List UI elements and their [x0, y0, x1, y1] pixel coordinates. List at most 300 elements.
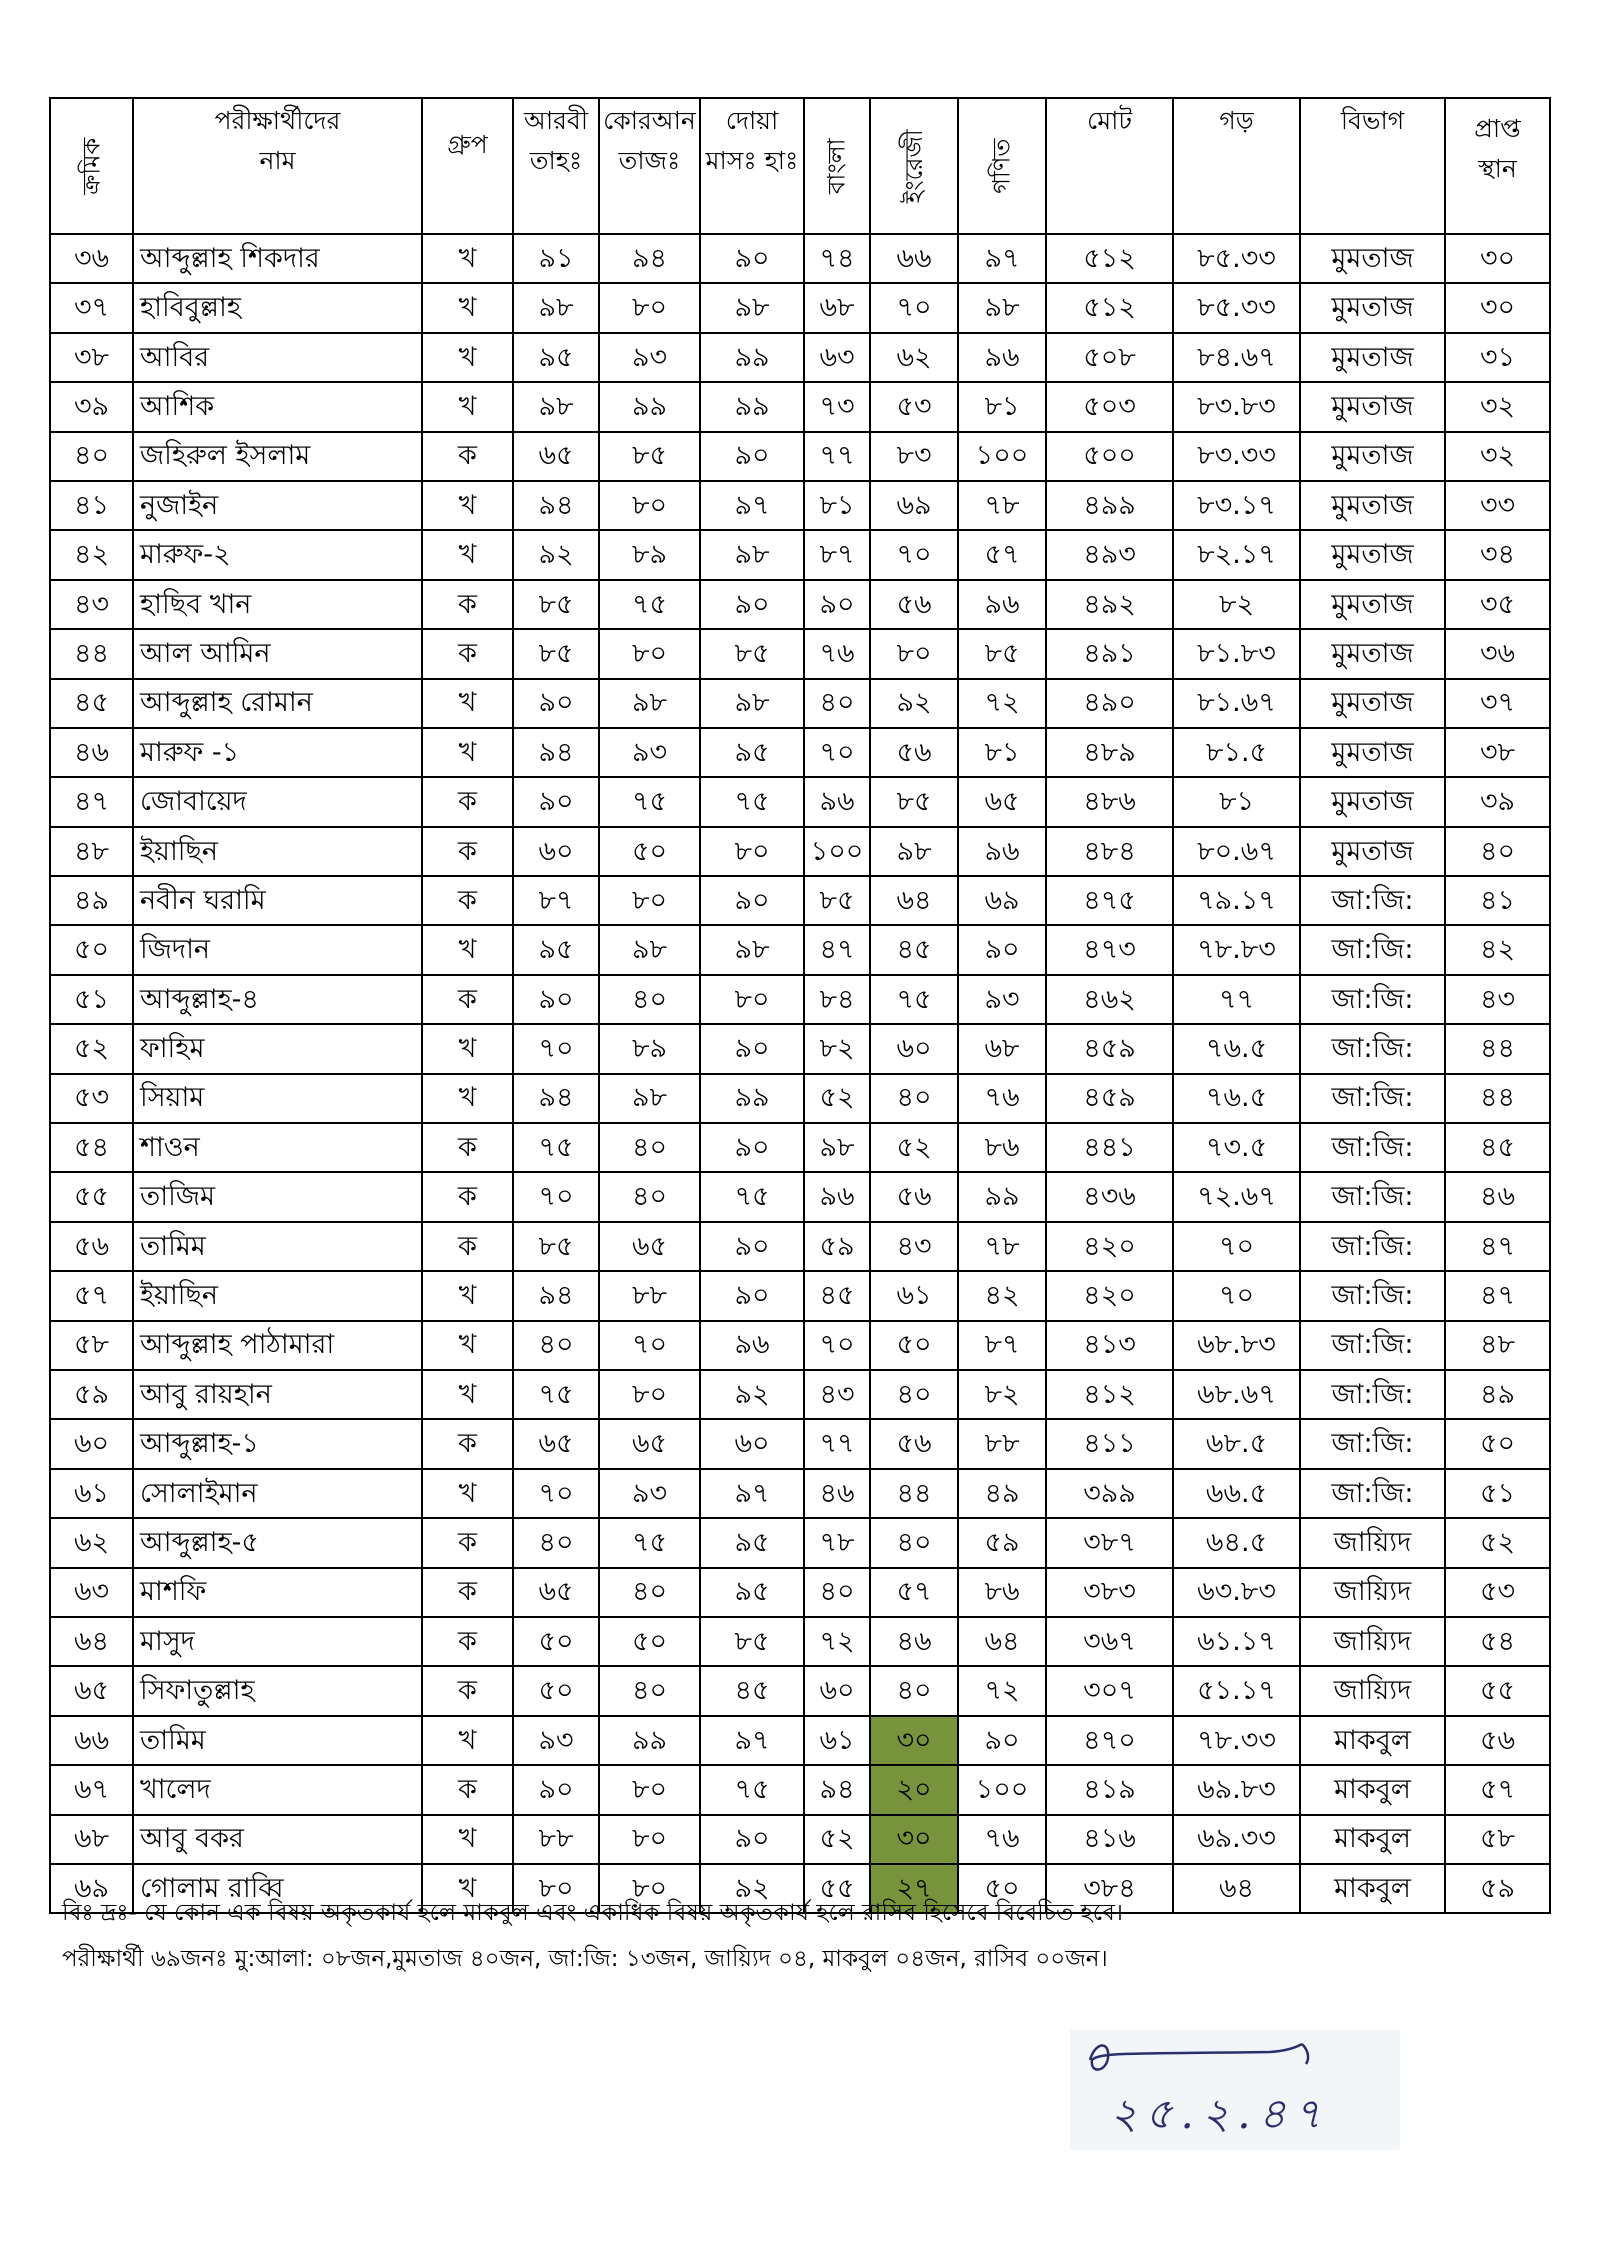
cell-average: ৮৩.১৭	[1173, 481, 1300, 530]
cell-group: ক	[422, 1172, 513, 1221]
cell-position: ৫০	[1445, 1419, 1550, 1468]
cell-position: ৩৬	[1445, 629, 1550, 678]
cell-group: ক	[422, 1568, 513, 1617]
table-row	[50, 629, 1550, 678]
cell-arabi: ৯৪	[513, 1271, 599, 1320]
cell-division: মুমতাজ	[1300, 382, 1445, 431]
cell-bangla: ৭০	[804, 1321, 870, 1370]
cell-bangla: ৭২	[804, 1617, 870, 1666]
cell-bangla: ৪৭	[804, 925, 870, 974]
cell-quran: ৪০	[599, 1666, 700, 1715]
cell-group: ক	[422, 1666, 513, 1715]
cell-group: ক	[422, 876, 513, 925]
cell-english: ৬২	[870, 333, 958, 382]
table-row	[50, 432, 1550, 481]
cell-position: ৩৭	[1445, 679, 1550, 728]
cell-serial: ৪৬	[50, 728, 133, 777]
cell-division: মুমতাজ	[1300, 827, 1445, 876]
cell-math: ৭৬	[958, 1074, 1046, 1123]
cell-position: ৩০	[1445, 234, 1550, 283]
cell-total: ৪১৯	[1046, 1765, 1173, 1814]
cell-english: ২০	[870, 1765, 958, 1814]
cell-math: ৭৬	[958, 1815, 1046, 1864]
cell-bangla: ৮৪	[804, 975, 870, 1024]
header-group: গ্রুপ	[422, 98, 513, 234]
cell-bangla: ৭৩	[804, 382, 870, 431]
cell-math: ৯৯	[958, 1172, 1046, 1221]
cell-position: ৫৪	[1445, 1617, 1550, 1666]
header-division: বিভাগ	[1300, 98, 1445, 234]
cell-arabi: ৯১	[513, 234, 599, 283]
cell-bangla: ৬৩	[804, 333, 870, 382]
cell-total: ৪৫৯	[1046, 1024, 1173, 1073]
cell-division: জা:জি:	[1300, 1074, 1445, 1123]
cell-doa: ৬০	[700, 1419, 804, 1468]
cell-total: ৩৬৭	[1046, 1617, 1173, 1666]
cell-serial: ৩৬	[50, 234, 133, 283]
cell-doa: ৯০	[700, 1123, 804, 1172]
cell-serial: ৫৫	[50, 1172, 133, 1221]
cell-arabi: ৬৫	[513, 1568, 599, 1617]
cell-group: ক	[422, 1518, 513, 1567]
table-row	[50, 1765, 1550, 1814]
cell-english: ৪৬	[870, 1617, 958, 1666]
cell-group: ক	[422, 975, 513, 1024]
cell-quran: ৬৫	[599, 1419, 700, 1468]
cell-division: জা:জি:	[1300, 1123, 1445, 1172]
cell-doa: ৯৯	[700, 382, 804, 431]
cell-doa: ৯৭	[700, 1716, 804, 1765]
cell-serial: ৩৮	[50, 333, 133, 382]
cell-doa: ৯৮	[700, 530, 804, 579]
cell-bangla: ৪০	[804, 1568, 870, 1617]
cell-serial: ৫৪	[50, 1123, 133, 1172]
cell-name: নুজাইন	[133, 481, 422, 530]
cell-bangla: ৯৪	[804, 1765, 870, 1814]
cell-bangla: ৬১	[804, 1716, 870, 1765]
cell-name: আব্দুল্লাহ শিকদার	[133, 234, 422, 283]
cell-math: ৫০	[958, 1864, 1046, 1913]
cell-total: ৩৮৪	[1046, 1864, 1173, 1913]
cell-total: ৪৭৫	[1046, 876, 1173, 925]
cell-english: ৪৩	[870, 1222, 958, 1271]
cell-average: ৬৪	[1173, 1864, 1300, 1913]
cell-name: আব্দুল্লাহ পাঠামারা	[133, 1321, 422, 1370]
table-row	[50, 1370, 1550, 1419]
cell-division: জা:জি:	[1300, 975, 1445, 1024]
cell-arabi: ৮৫	[513, 1222, 599, 1271]
cell-bangla: ৭৬	[804, 629, 870, 678]
cell-math: ৫৯	[958, 1518, 1046, 1567]
cell-arabi: ৫০	[513, 1666, 599, 1715]
table-row	[50, 1815, 1550, 1864]
cell-quran: ৮০	[599, 876, 700, 925]
cell-average: ৭৬.৫	[1173, 1024, 1300, 1073]
cell-quran: ৯৩	[599, 728, 700, 777]
cell-group: ক	[422, 1123, 513, 1172]
table-row	[50, 925, 1550, 974]
table-row	[50, 1123, 1550, 1172]
cell-group: খ	[422, 1864, 513, 1913]
cell-bangla: ৮১	[804, 481, 870, 530]
cell-name: সিফাতুল্লাহ	[133, 1666, 422, 1715]
cell-average: ৮৩.৩৩	[1173, 432, 1300, 481]
cell-name: তামিম	[133, 1222, 422, 1271]
cell-bangla: ৯৮	[804, 1123, 870, 1172]
cell-name: হাছিব খান	[133, 580, 422, 629]
cell-total: ৪৭৩	[1046, 925, 1173, 974]
cell-arabi: ৯৮	[513, 283, 599, 332]
cell-total: ৪৮৬	[1046, 777, 1173, 826]
cell-doa: ৯২	[700, 1864, 804, 1913]
cell-name: আবু বকর	[133, 1815, 422, 1864]
cell-quran: ৭৫	[599, 1518, 700, 1567]
cell-serial: ৪৭	[50, 777, 133, 826]
cell-doa: ৮০	[700, 975, 804, 1024]
cell-group: ক	[422, 580, 513, 629]
cell-group: ক	[422, 432, 513, 481]
table-row	[50, 481, 1550, 530]
cell-arabi: ৫০	[513, 1617, 599, 1666]
cell-serial: ৫০	[50, 925, 133, 974]
cell-average: ৬৮.৮৩	[1173, 1321, 1300, 1370]
cell-serial: ৩৯	[50, 382, 133, 431]
cell-math: ৮৮	[958, 1419, 1046, 1468]
cell-average: ৭৮.৩৩	[1173, 1716, 1300, 1765]
cell-name: আব্দুল্লাহ-৪	[133, 975, 422, 1024]
cell-serial: ৫১	[50, 975, 133, 1024]
cell-group: খ	[422, 1716, 513, 1765]
table-row	[50, 333, 1550, 382]
cell-quran: ৪০	[599, 1568, 700, 1617]
cell-group: খ	[422, 1370, 513, 1419]
cell-position: ৫৫	[1445, 1666, 1550, 1715]
table-row	[50, 679, 1550, 728]
cell-division: মুমতাজ	[1300, 333, 1445, 382]
cell-arabi: ৪০	[513, 1518, 599, 1567]
cell-average: ৬৯.৮৩	[1173, 1765, 1300, 1814]
cell-total: ৫০৩	[1046, 382, 1173, 431]
cell-bangla: ৮২	[804, 1024, 870, 1073]
cell-quran: ৭০	[599, 1321, 700, 1370]
cell-math: ৫৭	[958, 530, 1046, 579]
cell-math: ৮১	[958, 382, 1046, 431]
table-row	[50, 777, 1550, 826]
cell-doa: ৯৬	[700, 1321, 804, 1370]
cell-division: জা:জি:	[1300, 876, 1445, 925]
cell-math: ৯০	[958, 1716, 1046, 1765]
cell-average: ৮১.৫	[1173, 728, 1300, 777]
table-row	[50, 1172, 1550, 1221]
cell-arabi: ৭৫	[513, 1370, 599, 1419]
cell-total: ৫১২	[1046, 283, 1173, 332]
cell-division: জা:জি:	[1300, 925, 1445, 974]
cell-serial: ৪৪	[50, 629, 133, 678]
cell-division: মুমতাজ	[1300, 728, 1445, 777]
cell-position: ৪৭	[1445, 1222, 1550, 1271]
cell-math: ৭৮	[958, 481, 1046, 530]
cell-math: ৭২	[958, 1666, 1046, 1715]
cell-average: ৮২	[1173, 580, 1300, 629]
cell-total: ৪১২	[1046, 1370, 1173, 1419]
cell-arabi: ৯৪	[513, 728, 599, 777]
cell-doa: ৯৮	[700, 679, 804, 728]
cell-group: খ	[422, 1074, 513, 1123]
cell-arabi: ৯০	[513, 975, 599, 1024]
cell-serial: ৬৫	[50, 1666, 133, 1715]
cell-serial: ৪৫	[50, 679, 133, 728]
cell-position: ৪৯	[1445, 1370, 1550, 1419]
cell-doa: ৯০	[700, 1271, 804, 1320]
cell-arabi: ৭০	[513, 1024, 599, 1073]
cell-english: ২৭	[870, 1864, 958, 1913]
cell-group: খ	[422, 679, 513, 728]
cell-division: জায়্যিদ	[1300, 1617, 1445, 1666]
header-english: ইংরেজী	[870, 98, 958, 234]
cell-name: মারুফ-২	[133, 530, 422, 579]
cell-bangla: ৭৭	[804, 1419, 870, 1468]
cell-math: ৪২	[958, 1271, 1046, 1320]
cell-english: ৭০	[870, 530, 958, 579]
cell-quran: ৮০	[599, 283, 700, 332]
cell-bangla: ৫২	[804, 1815, 870, 1864]
cell-position: ৪৭	[1445, 1271, 1550, 1320]
cell-math: ৮২	[958, 1370, 1046, 1419]
cell-serial: ৪০	[50, 432, 133, 481]
cell-math: ৪৯	[958, 1469, 1046, 1518]
cell-total: ৩০৭	[1046, 1666, 1173, 1715]
cell-total: ৪৮৯	[1046, 728, 1173, 777]
cell-english: ৪৪	[870, 1469, 958, 1518]
cell-name: ইয়াছিন	[133, 1271, 422, 1320]
cell-total: ৪৯১	[1046, 629, 1173, 678]
cell-name: সোলাইমান	[133, 1469, 422, 1518]
cell-position: ৫৩	[1445, 1568, 1550, 1617]
cell-position: ৪১	[1445, 876, 1550, 925]
table-row	[50, 1617, 1550, 1666]
signature-block	[1070, 2030, 1400, 2150]
cell-doa: ৯০	[700, 1024, 804, 1073]
cell-math: ৭৮	[958, 1222, 1046, 1271]
cell-doa: ৯৫	[700, 1518, 804, 1567]
cell-arabi: ৯৪	[513, 1074, 599, 1123]
cell-average: ৬৩.৮৩	[1173, 1568, 1300, 1617]
cell-doa: ৯০	[700, 580, 804, 629]
cell-group: খ	[422, 530, 513, 579]
cell-average: ৬৬.৫	[1173, 1469, 1300, 1518]
cell-total: ৪৮৪	[1046, 827, 1173, 876]
cell-quran: ৮৯	[599, 530, 700, 579]
cell-average: ৮১	[1173, 777, 1300, 826]
cell-total: ৪৭০	[1046, 1716, 1173, 1765]
cell-english: ৩০	[870, 1815, 958, 1864]
cell-english: ৯২	[870, 679, 958, 728]
cell-math: ৭২	[958, 679, 1046, 728]
cell-arabi: ৭৫	[513, 1123, 599, 1172]
cell-math: ৬৫	[958, 777, 1046, 826]
table-row	[50, 1568, 1550, 1617]
cell-average: ৬৪.৫	[1173, 1518, 1300, 1567]
cell-serial: ৫৯	[50, 1370, 133, 1419]
cell-serial: ৪১	[50, 481, 133, 530]
cell-name: আশিক	[133, 382, 422, 431]
cell-position: ৪৩	[1445, 975, 1550, 1024]
cell-math: ৮৭	[958, 1321, 1046, 1370]
cell-quran: ৬৫	[599, 1222, 700, 1271]
cell-division: মাকবুল	[1300, 1765, 1445, 1814]
cell-serial: ৬৭	[50, 1765, 133, 1814]
cell-total: ৪৯৯	[1046, 481, 1173, 530]
cell-average: ৬১.১৭	[1173, 1617, 1300, 1666]
cell-name: মাশফি	[133, 1568, 422, 1617]
table-row	[50, 234, 1550, 283]
cell-position: ৩৮	[1445, 728, 1550, 777]
table-row	[50, 1271, 1550, 1320]
cell-position: ৪২	[1445, 925, 1550, 974]
note-summary: পরীক্ষার্থী ৬৯জনঃ মু:আলা: ০৮জন,মুমতাজ ৪০জন, জা:জি: ১৩জন, জায়্যিদ ০৪, মাকবুল ০৪জন, রাসিব ০০জন।	[62, 1946, 1108, 1972]
cell-total: ৪২০	[1046, 1271, 1173, 1320]
cell-quran: ৮০	[599, 1370, 700, 1419]
cell-division: মুমতাজ	[1300, 629, 1445, 678]
cell-arabi: ৪০	[513, 1321, 599, 1370]
cell-quran: ৯৩	[599, 333, 700, 382]
table-row	[50, 1518, 1550, 1567]
cell-serial: ৪৯	[50, 876, 133, 925]
cell-math: ৮৬	[958, 1123, 1046, 1172]
cell-name: আব্দুল্লাহ রোমান	[133, 679, 422, 728]
header-math: গণিত	[958, 98, 1046, 234]
cell-english: ৭৫	[870, 975, 958, 1024]
cell-position: ৩২	[1445, 382, 1550, 431]
cell-group: ক	[422, 1222, 513, 1271]
cell-quran: ৪০	[599, 975, 700, 1024]
cell-division: জা:জি:	[1300, 1222, 1445, 1271]
cell-math: ১০০	[958, 1765, 1046, 1814]
cell-position: ৪৫	[1445, 1123, 1550, 1172]
cell-group: ক	[422, 1617, 513, 1666]
cell-group: ক	[422, 777, 513, 826]
cell-quran: ৯৮	[599, 679, 700, 728]
cell-doa: ৮৫	[700, 1617, 804, 1666]
cell-doa: ৯৯	[700, 1074, 804, 1123]
cell-name: মারুফ -১	[133, 728, 422, 777]
cell-english: ৬৪	[870, 876, 958, 925]
cell-math: ৯৭	[958, 234, 1046, 283]
cell-division: জা:জি:	[1300, 1024, 1445, 1073]
cell-english: ৮৩	[870, 432, 958, 481]
cell-division: জায়্যিদ	[1300, 1518, 1445, 1567]
cell-division: জা:জি:	[1300, 1419, 1445, 1468]
cell-serial: ৬১	[50, 1469, 133, 1518]
cell-arabi: ৭০	[513, 1469, 599, 1518]
cell-math: ৯৮	[958, 283, 1046, 332]
table-row	[50, 1419, 1550, 1468]
cell-english: ৪০	[870, 1666, 958, 1715]
cell-position: ৫২	[1445, 1518, 1550, 1567]
cell-group: খ	[422, 283, 513, 332]
header-average: গড়	[1173, 98, 1300, 234]
cell-division: জা:জি:	[1300, 1370, 1445, 1419]
cell-doa: ৯০	[700, 1222, 804, 1271]
cell-doa: ৭৫	[700, 777, 804, 826]
cell-arabi: ৮৭	[513, 876, 599, 925]
cell-name: আব্দুল্লাহ-১	[133, 1419, 422, 1468]
cell-serial: ৪৮	[50, 827, 133, 876]
cell-bangla: ৪৬	[804, 1469, 870, 1518]
cell-doa: ৯০	[700, 432, 804, 481]
signature-date: ২৫.২.৪৭	[1110, 2089, 1330, 2138]
cell-position: ৪৪	[1445, 1074, 1550, 1123]
cell-math: ৯৬	[958, 580, 1046, 629]
table-row	[50, 876, 1550, 925]
cell-english: ৫৬	[870, 580, 958, 629]
cell-bangla: ৯০	[804, 580, 870, 629]
cell-average: ৮১.৬৭	[1173, 679, 1300, 728]
cell-arabi: ৯৫	[513, 333, 599, 382]
cell-quran: ৯৮	[599, 925, 700, 974]
cell-position: ৫১	[1445, 1469, 1550, 1518]
cell-english: ৫৩	[870, 382, 958, 431]
cell-average: ৭০	[1173, 1271, 1300, 1320]
cell-quran: ৮০	[599, 629, 700, 678]
cell-name: খালেদ	[133, 1765, 422, 1814]
cell-english: ৫০	[870, 1321, 958, 1370]
cell-average: ৬৯.৩৩	[1173, 1815, 1300, 1864]
cell-division: মুমতাজ	[1300, 679, 1445, 728]
cell-english: ৯৮	[870, 827, 958, 876]
cell-average: ৭৭	[1173, 975, 1300, 1024]
cell-group: খ	[422, 1321, 513, 1370]
table-row	[50, 975, 1550, 1024]
cell-name: সিয়াম	[133, 1074, 422, 1123]
cell-bangla: ৬৮	[804, 283, 870, 332]
cell-position: ৩২	[1445, 432, 1550, 481]
cell-total: ৪৫৯	[1046, 1074, 1173, 1123]
cell-bangla: ৮৫	[804, 876, 870, 925]
cell-division: মাকবুল	[1300, 1864, 1445, 1913]
cell-arabi: ৯০	[513, 1765, 599, 1814]
table-row	[50, 1074, 1550, 1123]
cell-average: ৭০	[1173, 1222, 1300, 1271]
cell-serial: ৫৩	[50, 1074, 133, 1123]
cell-name: আল আমিন	[133, 629, 422, 678]
cell-doa: ৯০	[700, 1815, 804, 1864]
footer-notes	[62, 1890, 1123, 1982]
cell-doa: ৯৫	[700, 1568, 804, 1617]
cell-doa: ৯২	[700, 1370, 804, 1419]
cell-arabi: ৬০	[513, 827, 599, 876]
cell-total: ৩৮৩	[1046, 1568, 1173, 1617]
cell-group: খ	[422, 382, 513, 431]
table-row	[50, 1666, 1550, 1715]
cell-quran: ৫০	[599, 1617, 700, 1666]
cell-quran: ৪০	[599, 1123, 700, 1172]
cell-english: ৪০	[870, 1518, 958, 1567]
cell-math: ৮৫	[958, 629, 1046, 678]
cell-arabi: ৯৪	[513, 481, 599, 530]
cell-average: ৬৮.৫	[1173, 1419, 1300, 1468]
cell-bangla: ৭৪	[804, 234, 870, 283]
cell-doa: ৮৫	[700, 629, 804, 678]
cell-doa: ৪৫	[700, 1666, 804, 1715]
cell-math: ৯০	[958, 925, 1046, 974]
cell-bangla: ৯৬	[804, 777, 870, 826]
header-arabi: আরবী তাহঃ	[513, 98, 599, 234]
cell-quran: ৮০	[599, 1765, 700, 1814]
cell-quran: ৪০	[599, 1172, 700, 1221]
cell-total: ৪১৩	[1046, 1321, 1173, 1370]
cell-arabi: ৯২	[513, 530, 599, 579]
